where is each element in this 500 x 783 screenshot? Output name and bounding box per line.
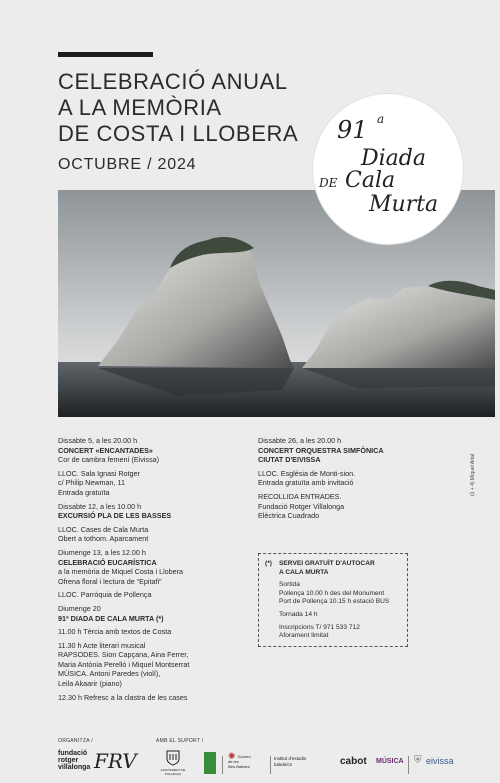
govern-logo: ✺ Govern de les Illes Balears [228,751,251,769]
event-date: Diumenge 13, a les 12.00 h [58,547,146,557]
fundacio-logo: fundació rotger villalonga [58,750,91,771]
event-note: Entrada gratuïta [58,487,110,497]
badge-de: DE [319,176,338,190]
green-logo [204,752,216,774]
event-date: Diumenge 20 [58,603,101,613]
badge-cala: Cala [345,168,396,193]
badge-murta: Murta [369,192,439,217]
program-item: 11.30 h Acte literari musical [58,640,146,650]
bus-line: Pollença 10.00 h des del Monument [279,589,385,597]
suport-label: AMB EL SUPORT / [156,738,204,744]
bus-service-box [258,553,408,647]
event-title: EXCURSIÓ PLA DE LES BASSES [58,511,172,521]
bus-line: Aforament limitat [279,632,329,640]
event-location: LLOC. Sala Ignasi Rotger [58,468,140,478]
event-sub: Cor de cambra femení (Eivissa) [58,455,160,465]
title-line-2: A LA MEMÒRIA [58,95,222,120]
event-note: Obert a tothom. Aparcament [58,534,149,544]
event-title: 91ª DIADA DE CALA MURTA (*) [58,613,164,623]
program-item: 12.30 h Refresc a la clastra de les cases [58,692,188,702]
tickets-place: Fundació Rotger Villalonga [258,501,345,511]
bus-line: Sortida [279,581,300,589]
program-item: 11.00 h Tèrcia amb textos de Costa [58,627,172,637]
badge-diada: Diada [361,146,426,171]
program-item: Maria Antònia Perelló i Miquel Montserrat [58,659,190,669]
title-line-3: DE COSTA I LLOBERA [58,121,299,146]
title-line-1: CELEBRACIÓ ANUAL [58,69,288,94]
program-item: RAPSODES. Sion Capçana, Aina Ferrer, [58,650,189,660]
badge-number: 91 [337,116,368,144]
event-date: Dissabte 5, a les 20.00 h [58,436,138,445]
event-title: CIUTAT D'EIVISSA [258,455,321,465]
event-title: CELEBRACIÓ EUCARÍSTICA [58,557,157,567]
musica-logo: MÚSICA [376,758,404,765]
event-date: Dissabte 26, a les 20.00 h [258,436,342,445]
bus-title: A CALA MURTA [279,568,329,576]
tickets-label: RECOLLIDA ENTRADES. [258,491,342,501]
bus-line: Inscripcions T/ 971 533 712 [279,623,360,631]
event-date: Dissabte 12, a les 10.00 h [58,501,142,511]
badge-ordinal: a [377,112,385,126]
shield-icon: ⛨ [414,755,422,766]
asterisk-mark: (*) [265,560,272,567]
diada-badge [313,94,463,244]
event-location: LLOC. Cases de Cala Murta [58,524,149,534]
event-location: LLOC. Església de Monti-sion. [258,468,356,478]
ajuntament-logo: AJUNTAMENT DE POLLENÇA [156,750,190,776]
program-item: Leila Akaarir (piano) [58,679,122,689]
top-rule [58,52,153,57]
program-left-column [58,436,248,702]
bus-title: SERVEI GRATUÏT D'AUTOCAR [279,560,375,567]
bus-line: Tornada 14 h [279,610,318,618]
bus-line: Port de Pollença 10.15 h estació BUS [279,598,390,606]
event-address: c/ Philip Newman, 11 [58,478,125,488]
page-title [58,69,318,147]
event-sub: a la memòria de Miquel Costa i Llobera [58,567,184,577]
event-date: OCTUBRE / 2024 [58,156,197,173]
eivissa-logo: eivissa [426,756,454,766]
event-sub: Ofrena floral i lectura de “Epitafi” [58,576,162,586]
event-title: CONCERT «ENCANTADES» [58,445,153,455]
cabot-logo: cabot [340,756,367,767]
event-location: LLOC. Parròquia de Pollença [58,590,152,600]
organitza-label: ORGANITZA / [58,738,93,744]
frv-logo: FRV [94,749,137,773]
event-title: CONCERT ORQUESTRA SIMFÒNICA [258,445,384,455]
photo-credit: (1 + 4) Miquel Artal [470,453,476,496]
sponsors-footer [58,738,498,783]
tickets-place: Elèctrica Cuadrado [258,511,320,521]
institut-logo: Institut d'estudis baleàrics [274,756,307,767]
program-item: MÚSICA. Antoni Paredes (violí), [58,669,161,679]
program-right-column [258,436,438,521]
event-note: Entrada gratuïta amb invitació [258,478,354,488]
